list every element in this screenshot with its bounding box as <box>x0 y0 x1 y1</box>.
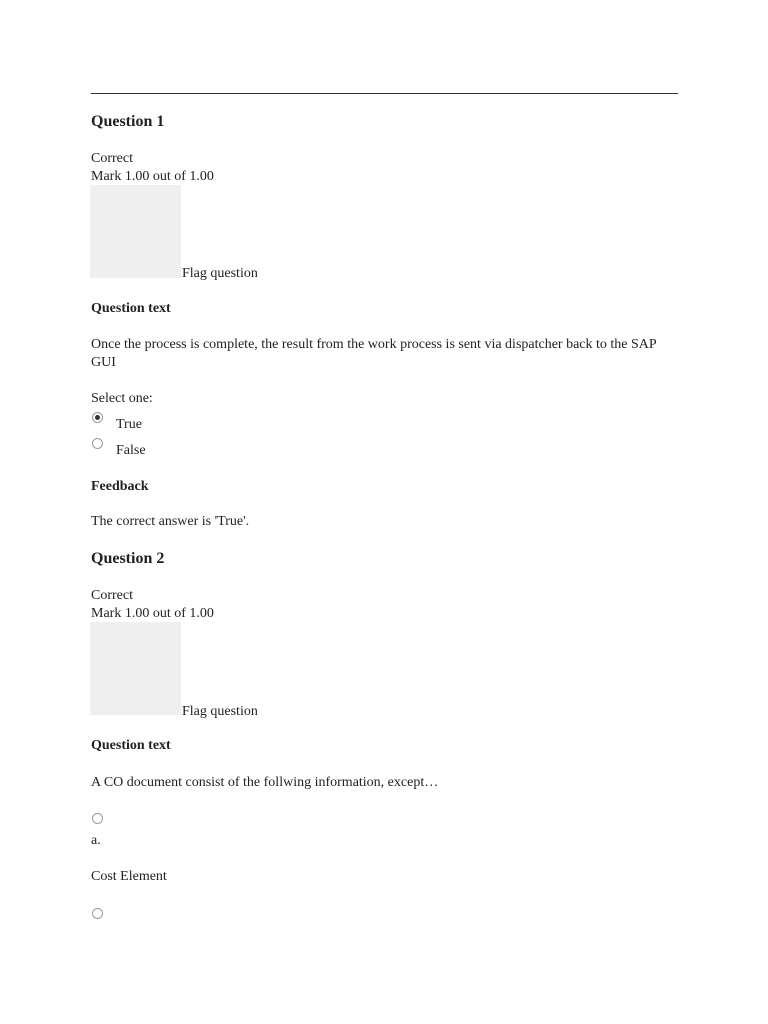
radio-option-true[interactable] <box>92 412 103 423</box>
question-2-text: A CO document consist of the follwing information, except… <box>91 775 439 790</box>
option-a-letter: a. <box>91 833 101 848</box>
top-divider <box>91 93 678 94</box>
option-false-label[interactable]: False <box>116 443 146 458</box>
question-1-flag-label[interactable]: Flag question <box>182 266 258 281</box>
radio-option-b[interactable] <box>92 908 103 919</box>
question-1-mark: Mark 1.00 out of 1.00 <box>91 169 214 184</box>
question-1-feedback: The correct answer is 'True'. <box>91 514 250 529</box>
question-2-mark: Mark 1.00 out of 1.00 <box>91 606 214 621</box>
question-1-text-heading: Question text <box>91 301 171 316</box>
question-1-text: Once the process is complete, the result from the work process is sent via dispatcher back to the SAP GUI <box>91 337 657 370</box>
radio-option-false[interactable] <box>92 438 103 449</box>
option-true-label[interactable]: True <box>116 417 142 432</box>
flag-icon[interactable] <box>90 185 181 278</box>
question-1-status: Correct <box>91 151 133 166</box>
question-2-flag-label[interactable]: Flag question <box>182 704 258 719</box>
radio-option-a[interactable] <box>92 813 103 824</box>
question-1-feedback-heading: Feedback <box>91 479 149 494</box>
question-2-status: Correct <box>91 588 133 603</box>
flag-icon[interactable] <box>90 622 181 715</box>
question-1-select-prompt: Select one: <box>91 391 153 406</box>
question-1-title: Question 1 <box>91 113 165 130</box>
option-a-label[interactable]: Cost Element <box>91 869 167 884</box>
question-2-text-heading: Question text <box>91 738 171 753</box>
question-2-title: Question 2 <box>91 550 165 567</box>
